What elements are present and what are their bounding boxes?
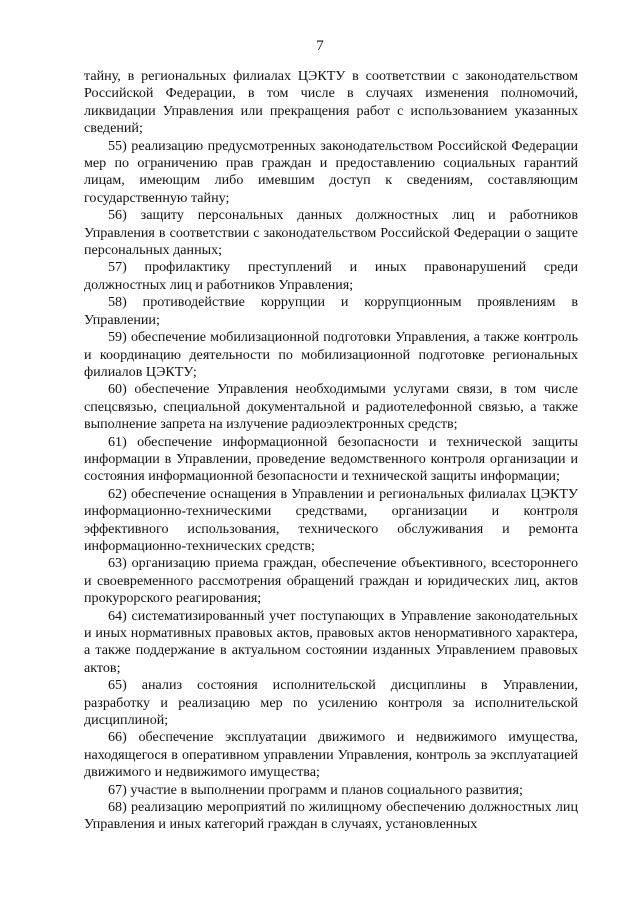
item-text: участие в выполнении программ и планов социального развития; [130,781,523,798]
item-text: реализацию предусмотренных законодательством Российской Федерации мер по ограничению прав граждан и предоставлению социальных гарантий лицам, имеющим либо имевшим доступ к сведениям, составляющим государственную тайну; [84,137,578,206]
item-number: 63) [108,555,127,572]
item-text: обеспечение мобилизационной подготовки Управления, а также контроль и координацию деятельности по мобилизационной подготовке региональных филиалов ЦЭКТУ; [84,329,579,380]
item-text: обеспечение эксплуатации движимого и недвижимого имущества, находящегося в оперативном управлении Управления, контроль за эксплуатацией движимого и недвижимого имущества; [84,729,578,781]
page-number: 7 [316,38,324,54]
item-text: обеспечение оснащения в Управлении и региональных филиалах ЦЭКТУ информационно-техническими средствами, организации и контроля эффективного использования, технического обслуживания и ремонта информационно-технических средств; [84,485,578,554]
item-number: 57) [108,259,127,276]
item-number: 62) [108,485,127,502]
item-text: систематизированный учет поступающих в Управление законодательных и иных нормативных правовых актов, правовых актов ненормативного характера, а также поддержание в актуальном состоянии изданных Управлением правовых актов; [84,607,578,676]
list-item [84,207,578,259]
item-number: 56) [108,207,127,224]
item-number: 67) [108,781,127,798]
list-item [84,799,578,834]
item-number: 61) [108,433,127,450]
item-text: реализацию мероприятий по жилищному обеспечению должностных лиц Управления и иных категорий граждан в случаях, установленных [84,799,578,833]
list-item [84,555,578,607]
list-item [84,434,578,486]
list-item [84,138,578,208]
item-text: обеспечение информационной безопасности и технической защиты информации в Управлении, проведение ведомственного контроля организации и состояния информационной безопасности и технической защиты информации; [84,433,578,485]
item-text: защиту персональных данных должностных лиц и работников Управления в соответствии с законодательством Российской Федерации о защите персональных данных; [84,207,579,259]
item-text: противодействие коррупции и коррупционным проявлениям в Управлении; [84,294,578,328]
item-number: 55) [108,137,127,154]
list-item [84,329,578,381]
list-item [84,729,578,781]
list-item [84,259,578,294]
item-number: 68) [108,799,127,816]
item-number: 59) [108,329,127,346]
item-text: обеспечение Управления необходимыми услугами связи, в том числе спецсвязью, специальной документальной и радиотелефонной связью, а также выполнение запрета на излучение радиоэлектронных средств; [84,381,578,433]
item-number: 65) [108,677,127,694]
item-text: профилактику преступлений и иных правонарушений среди должностных лиц и работников Управления; [84,259,578,293]
item-text: организацию приема граждан, обеспечение объективного, всестороннего и своевременного рассмотрения обращений граждан и юридических лиц, актов прокурорского реагирования; [84,555,578,607]
item-number: 58) [108,294,127,311]
list-item [84,381,578,433]
item-number: 66) [108,729,127,746]
list-item [84,782,578,799]
item-text: анализ состояния исполнительской дисциплины в Управлении, разработку и реализацию мер по усилению контроля за исполнительской дисциплиной; [84,677,578,729]
list-item [84,486,578,556]
document-body [84,68,578,834]
item-number: 64) [108,607,127,624]
item-number: 60) [108,381,127,398]
paragraph-text: тайну, в региональных филиалах ЦЭКТУ в соответствии с законодательством Российской Федерации, в том числе в случаях изменения полномочий, ликвидации Управления или прекращения работ с использованием указанных сведений; [84,68,578,137]
paragraph [84,68,578,138]
list-item [84,677,578,729]
list-item [84,608,578,678]
list-item [84,294,578,329]
